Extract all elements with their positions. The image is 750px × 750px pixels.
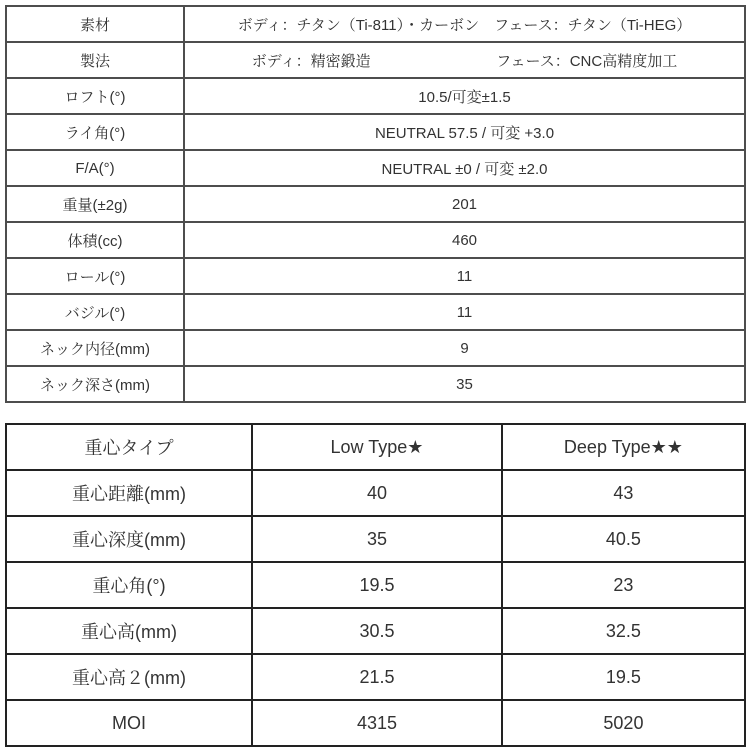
spec-row [6,78,745,114]
spec-value-cell: 35 [184,366,745,402]
spec-value-cell [184,42,745,78]
cg-deep-value-cell: 5020 [502,700,745,746]
spec-value-cell: 11 [184,294,745,330]
cg-label-cell: 重心角(°) [6,562,252,608]
spec-row [6,114,745,150]
cg-row [6,700,745,746]
spec-row [6,366,745,402]
cg-label-cell: 重心距離(mm) [6,470,252,516]
spec-row [6,222,745,258]
cg-label-cell: 重心高２(mm) [6,654,252,700]
spec-row [6,186,745,222]
spec-value-pair [189,14,740,35]
center-of-gravity-table [5,423,746,747]
spec-label-cell: ネック深さ(mm) [6,366,184,402]
cg-deep-value-cell: 43 [502,470,745,516]
cg-row [6,516,745,562]
spec-value-body: ボディ：精密鍛造 [251,52,371,70]
cg-low-value-cell: 40 [252,470,502,516]
cg-deep-value-cell: 40.5 [502,516,745,562]
spec-row [6,6,745,42]
cg-row [6,608,745,654]
spec-label-cell: 素材 [6,6,184,42]
cg-low-value-cell: 19.5 [252,562,502,608]
cg-label-cell: 重心深度(mm) [6,516,252,562]
cg-header-cell: 重心タイプ [6,424,252,470]
cg-low-value-cell: 21.5 [252,654,502,700]
spec-row [6,258,745,294]
spec-label-cell: 体積(cc) [6,222,184,258]
spec-label-cell: 重量(±2g) [6,186,184,222]
spec-value-cell: NEUTRAL ±0 / 可変 ±2.0 [184,150,745,186]
spec-table [5,5,746,403]
spec-value-body: ボディ：チタン（Ti-811）・カーボン [237,16,480,34]
cg-row [6,562,745,608]
spec-value-cell: 460 [184,222,745,258]
table-gap [5,403,746,423]
cg-low-value-cell: 30.5 [252,608,502,654]
cg-row [6,654,745,700]
cg-header-row [6,424,745,470]
spec-label-cell: ネック内径(mm) [6,330,184,366]
cg-deep-value-cell: 19.5 [502,654,745,700]
spec-value-face: フェース：チタン（Ti-HEG） [494,16,692,34]
cg-header-cell: Low Type★ [252,424,502,470]
spec-label-cell: ロール(°) [6,258,184,294]
spec-label-cell: F/A(°) [6,150,184,186]
spec-value-cell: 9 [184,330,745,366]
spec-value-cell: 201 [184,186,745,222]
cg-low-value-cell: 35 [252,516,502,562]
cg-deep-value-cell: 32.5 [502,608,745,654]
spec-row [6,294,745,330]
spec-label-cell: バジル(°) [6,294,184,330]
cg-label-cell: 重心高(mm) [6,608,252,654]
spec-value-cell: 11 [184,258,745,294]
spec-value-cell [184,6,745,42]
spec-value-cell: NEUTRAL 57.5 / 可変 +3.0 [184,114,745,150]
cg-low-value-cell: 4315 [252,700,502,746]
cg-deep-value-cell: 23 [502,562,745,608]
spec-label-cell: ロフト(°) [6,78,184,114]
cg-header-cell: Deep Type★★ [502,424,745,470]
spec-label-cell: ライ角(°) [6,114,184,150]
spec-row [6,150,745,186]
cg-row [6,470,745,516]
spec-label-cell: 製法 [6,42,184,78]
spec-row [6,330,745,366]
cg-label-cell: MOI [6,700,252,746]
spec-value-face: フェース：CNC高精度加工 [496,52,678,70]
spec-value-cell: 10.5/可変±1.5 [184,78,745,114]
spec-value-pair [189,50,740,71]
spec-row [6,42,745,78]
